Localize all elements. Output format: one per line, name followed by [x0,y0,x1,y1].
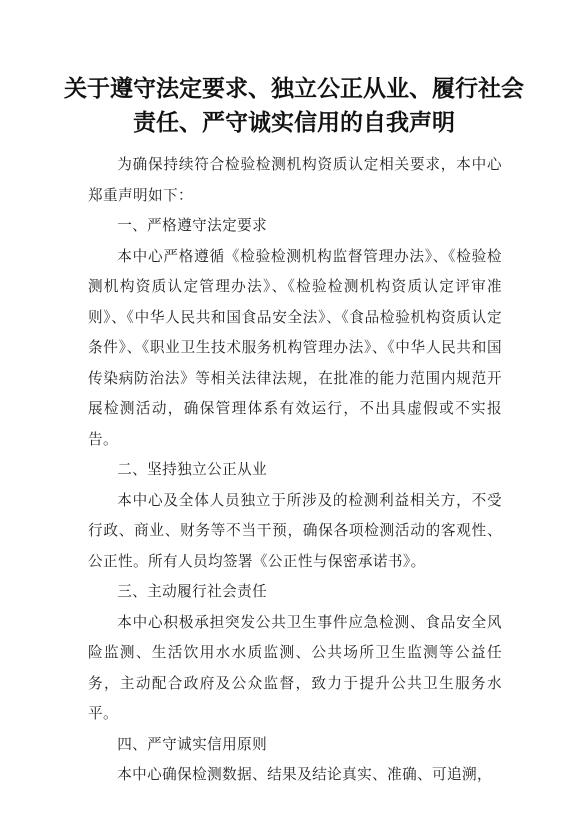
section-heading-4: 四、严守诚实信用原则 [117,735,268,753]
document-body [88,150,502,791]
section-body-1: 本中心严格遵循《检验检测机构监督管理办法》、《检验检测机构资质认定管理办法》、《检验检测机构资质认定评审准则》、《中华人民共和国食品安全法》、《食品检验机构资质认定条件》、《职业卫生技术服务机构管理办法》、《中华人民共和国传染病防治法》等相关法律法规，在批准的能力范围内规范开展检测活动，确保管理体系有效运行，不出具虚假或不实报告。 [88,247,502,448]
section-body-2: 本中心及全体人员独立于所涉及的检测利益相关方，不受行政、商业、财务等不当干预，确保各项检测活动的客观性、公正性。所有人员均签署《公正性与保密承诺书》。 [88,491,502,570]
section-heading-3: 三、主动履行社会责任 [117,583,268,600]
section-body-3: 本中心积极承担突发公共卫生事件应急检测、食品安全风险监测、生活饮用水水质监测、公共场所卫生监测等公益任务，主动配合政府及公众监督，致力于提升公共卫生服务水平。 [88,613,502,722]
section-body-4: 本中心确保检测数据、结果及结论真实、准确、可追溯， [117,766,493,783]
document-title: 关于遵守法定要求、独立公正从业、履行社会责任、严守诚实信用的自我声明 [64,75,524,136]
section-heading-2: 二、坚持独立公正从业 [117,461,268,478]
intro-paragraph: 为确保持续符合检验检测机构资质认定相关要求，本中心郑重声明如下： [88,156,502,204]
section-heading-1: 一、严格遵守法定要求 [117,217,268,234]
